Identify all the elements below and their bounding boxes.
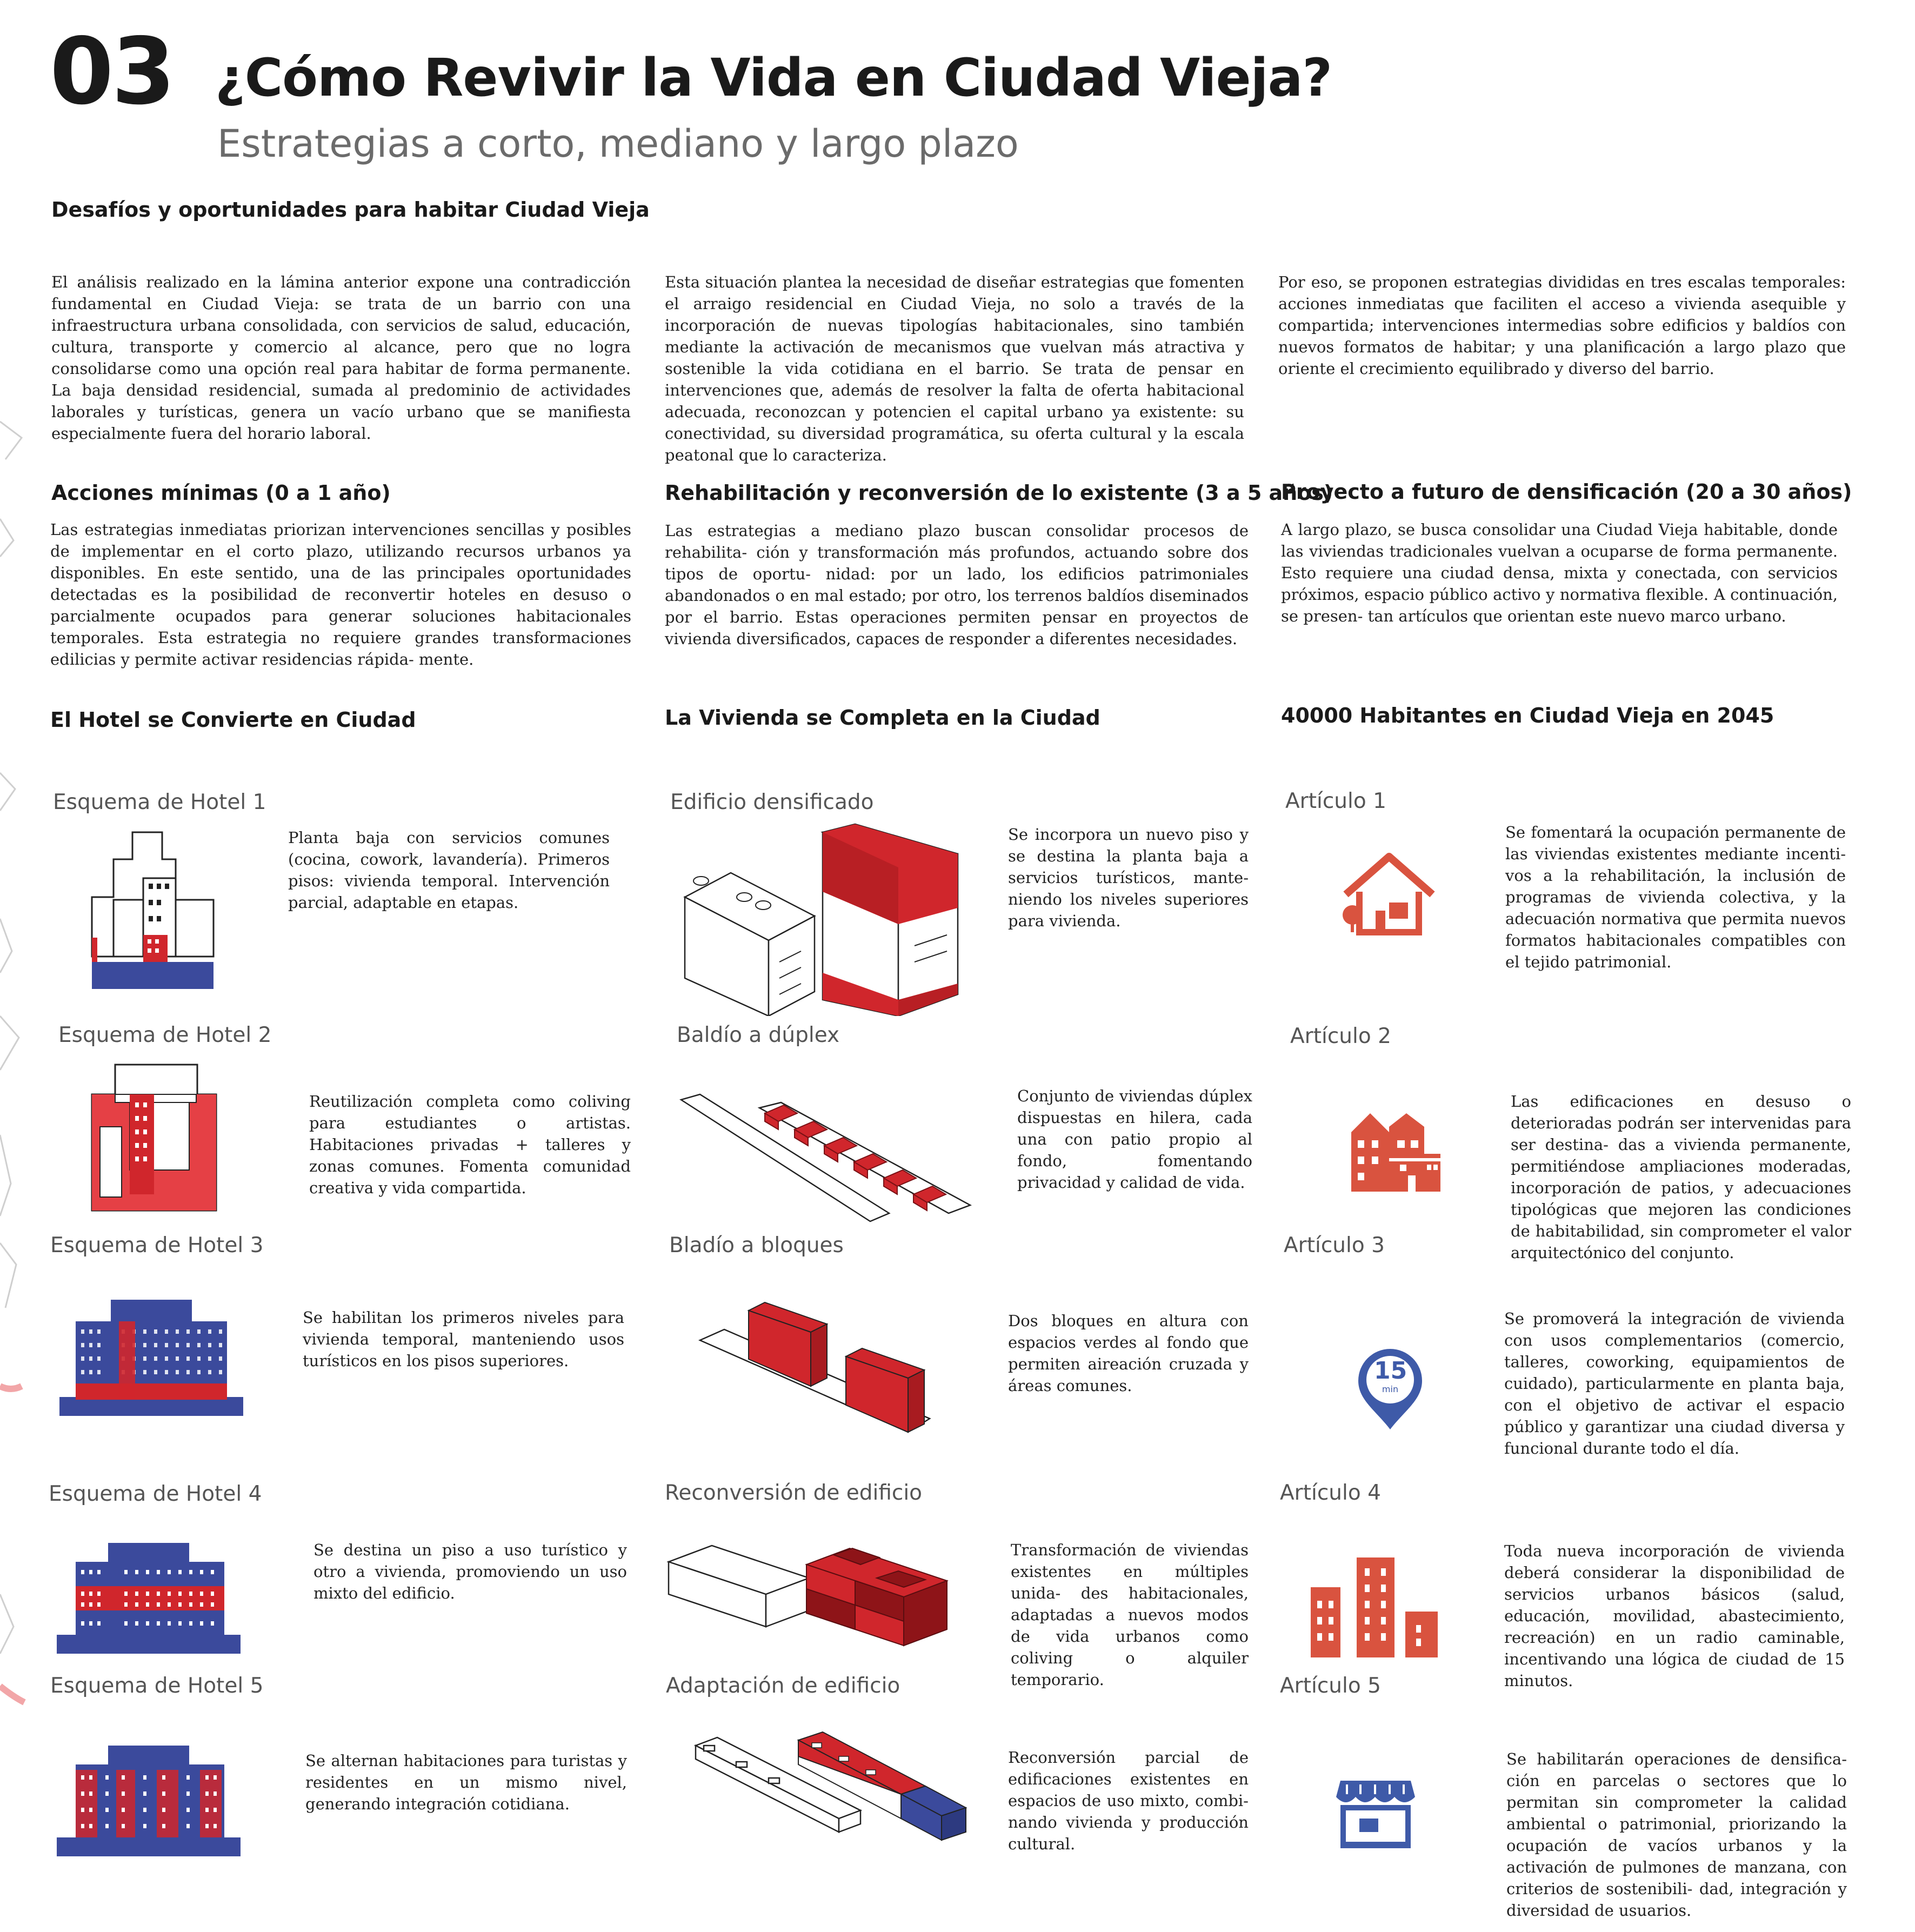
short-term-heading: Acciones mínimas (0 a 1 año) bbox=[51, 481, 391, 505]
housing-4-title: Reconversión de edificio bbox=[665, 1481, 923, 1505]
hotel-3-title: Esquema de Hotel 3 bbox=[50, 1233, 264, 1258]
hotel-1-text: Planta baja con servicios comunes (cocina, cowork, lavandería). Primeros pisos: vivienda temporal. Intervención parcial, adaptable en etapas. bbox=[288, 828, 610, 912]
building-adaptation-illustration bbox=[693, 1729, 969, 1846]
building-conversion-illustration bbox=[666, 1537, 952, 1651]
mid-term-text: Las estrategias a mediano plazo buscan consolidar procesos de rehabilita- ción y transformación más profundos, actuando sobre dos tipos de oportu- nidad: por un lado, los edificios patrimoniales abandonados o en mal estado; por otro, los terrenos baldíos diseminados por el barrio. Estas operaciones permiten pensar en proyectos de vivienda diversificados, capaces de responder a diferentes necesidades. bbox=[665, 522, 1249, 648]
housing-1-text: Se incorpora un nuevo piso y se destina la planta baja a servicios turísticos, mante- niendo los niveles superiores para vivienda. bbox=[1008, 825, 1249, 930]
intro-heading: Desafíos y oportunidades para habitar Ciudad Vieja bbox=[51, 198, 650, 222]
article-5-text: Se habilitarán operaciones de densifica- ción en parcelas o sectores que lo permitan sin comprometer la calidad ambiental o patrimonial, priorizando la ocupación de vacíos urbanos y la activación de pulmones de manzana, con criterios de sostenibili- dad, integración y diversidad de usuarios. bbox=[1506, 1750, 1847, 1920]
inhabitants-subheading: 40000 Habitantes en Ciudad Vieja en 2045 bbox=[1281, 704, 1774, 727]
hotel-2-illustration bbox=[89, 1062, 219, 1213]
article-1-title: Artículo 1 bbox=[1285, 789, 1386, 813]
pin-minutes-unit: min bbox=[1382, 1384, 1399, 1394]
hotel-1-title: Esquema de Hotel 1 bbox=[53, 790, 266, 814]
hotel-4-text: Se destina un piso a uso turístico y otro a vivienda, promoviendo un uso mixto del edificio. bbox=[313, 1541, 627, 1602]
hotel-1-illustration bbox=[89, 830, 219, 992]
housing-1-title: Edificio densificado bbox=[670, 790, 874, 814]
duplex-illustration bbox=[678, 1089, 981, 1224]
article-3-title: Artículo 3 bbox=[1284, 1233, 1385, 1258]
page-subtitle: Estrategias a corto, mediano y largo plazo bbox=[217, 122, 1019, 166]
hotel-4-title: Esquema de Hotel 4 bbox=[49, 1482, 262, 1506]
hotel-5-illustration bbox=[54, 1743, 243, 1859]
housing-5-text: Reconversión parcial de edificaciones existentes en espacios de uso mixto, combi- nando vivienda y producción cultural. bbox=[1008, 1748, 1249, 1853]
towers-icon bbox=[1308, 1552, 1440, 1660]
article-4-text: Toda nueva incorporación de vivienda deberá considerar la disponibilidad de servicios urbanos básicos (salud, educación, movilidad, abastecimiento, recreación) en un radio caminable, incentivando una lógica de ciudad de 15 minutos. bbox=[1504, 1542, 1845, 1690]
housing-3-title: Bladío a bloques bbox=[669, 1233, 844, 1258]
hotel-2-title: Esquema de Hotel 2 bbox=[58, 1023, 272, 1047]
house-icon bbox=[1340, 851, 1438, 938]
article-3-text: Se promoverá la integración de vivienda con usos complementarios (comercio, talleres, coworking, equipamientos de cuidado), particularmente en planta baja, con el objetivo de activar el espacio público y garantizar una ciudad diversa y funcional durante todo el día. bbox=[1504, 1309, 1845, 1458]
article-1-text: Se fomentará la ocupación permanente de las viviendas existentes mediante incenti- vos a la rehabilitación, la inclusión de programas de vivienda colectiva, y la adecuación normativa que permita nuevos formatos habitacionales compatibles con el tejido patrimonial. bbox=[1505, 823, 1846, 971]
hotel-3-illustration bbox=[57, 1297, 246, 1419]
housing-2-title: Baldío a dúplex bbox=[677, 1023, 840, 1047]
intro-paragraph-2: Esta situación plantea la necesidad de diseñar estrategias que fomenten el arraigo residencial en Ciudad Vieja, no solo a través de la incorporación de nuevas tipologías habitacionales, sino también mediante la activación de mecanismos que vuelvan más atractiva y sostenible la vida cotidiana en el barrio. Se trata de pensar en intervenciones que, además de resolver la falta de oferta habitacional adecuada, reconozcan y potencien el capital urbano ya existente: su conectividad, su diversidad programática, su oferta cultural y la escala peatonal que lo caracteriza. bbox=[665, 273, 1244, 464]
long-term-text: A largo plazo, se busca consolidar una Ciudad Vieja habitable, donde las viviendas tradicionales vuelvan a ocuparse de forma permanente. Esto requiere una ciudad densa, mixta y conectada, con servicios próximos, espacio público activo y normativa flexible. A continuación, se presen- tan artículos que orientan este nuevo marco urbano. bbox=[1281, 520, 1838, 625]
intro-paragraph-1: El análisis realizado en la lámina anterior expone una contradicción fundamental en Ciudad Vieja: se trata de un barrio con una infraestructura urbana consolidada, con servicios de salud, educación, cultura, transporte y comercio al alcance, pero que no logra consolidarse como una opción real para habitar de forma permanente. La baja densidad residencial, sumada al predominio de actividades laborales y turísticas, genera un vacío urbano que se manifiesta especialmente fuera del horario laboral. bbox=[51, 273, 631, 443]
housing-5-title: Adaptación de edificio bbox=[666, 1674, 900, 1698]
long-term-heading: Proyecto a futuro de densificación (20 a 30 años) bbox=[1281, 480, 1852, 504]
article-5-title: Artículo 5 bbox=[1280, 1674, 1381, 1698]
article-4-title: Artículo 4 bbox=[1280, 1481, 1381, 1505]
hotel-subheading: El Hotel se Convierte en Ciudad bbox=[50, 708, 416, 732]
article-2-title: Artículo 2 bbox=[1290, 1024, 1391, 1048]
housing-subheading: La Vivienda se Completa en la Ciudad bbox=[665, 706, 1100, 730]
page-title: ¿Cómo Revivir la Vida en Ciudad Vieja? bbox=[215, 48, 1332, 108]
store-icon bbox=[1335, 1778, 1416, 1848]
hotel-2-text: Reutilización completa como coliving para estudiantes o artistas. Habitaciones privadas + talleres y zonas comunes. Fomenta comunidad creativa y vida compartida. bbox=[309, 1092, 631, 1197]
housing-4-text: Transformación de viviendas existentes en múltiples unida- des habitacionales, adaptadas a nuevos modos de vida urbanos como coliving o alquiler temporario. bbox=[1011, 1541, 1249, 1689]
edge-decoration bbox=[0, 0, 32, 1932]
intro-paragraph-3: Por eso, se proponen estrategias divididas en tres escalas temporales: acciones inmediatas que faciliten el acceso a vivienda asequible y compartida; intervenciones intermedias sobre edificios y baldíos con nuevos formatos de habitar; y una planificación a largo plazo que oriente el crecimiento equilibrado y diverso del barrio. bbox=[1278, 273, 1846, 378]
hotel-5-text: Se alternan habitaciones para turistas y residentes en un mismo nivel, generando integración cotidiana. bbox=[305, 1751, 627, 1813]
mid-term-heading: Rehabilitación y reconversión de lo existente (3 a 5 años) bbox=[665, 481, 1333, 505]
sheet-number: 03 bbox=[50, 18, 174, 125]
hotel-3-text: Se habilitan los primeros niveles para vivienda temporal, manteniendo usos turísticos en los pisos superiores. bbox=[303, 1308, 624, 1370]
densified-building-illustration bbox=[682, 821, 963, 1016]
housing-3-text: Dos bloques en altura con espacios verdes al fondo que permiten aireación cruzada y áreas comunes. bbox=[1008, 1312, 1249, 1395]
housing-2-text: Conjunto de viviendas dúplex dispuestas en hilera, cada una con patio propio al fondo, fomentando privacidad y calidad de vida. bbox=[1017, 1087, 1252, 1192]
article-2-text: Las edificaciones en desuso o deterioradas podrán ser intervenidas para ser destina- das a vivienda permanente, permitiéndose ampliaciones moderadas, incorporación de patios, y adecuaciones tipológicas que mejoren las condiciones de habitabilidad, sin comprometer el valor arquitectónico del conjunto. bbox=[1511, 1092, 1851, 1262]
short-term-text: Las estrategias inmediatas priorizan intervenciones sencillas y posibles de implementar en el corto plazo, utilizando recursos urbanos ya disponibles. En este sentido, una de las principales oportunidades detectadas es la posibilidad de reconvertir hoteles en desuso o parcialmente ocupados para generar soluciones habitacionales temporales. Esta estrategia no requiere grandes transformaciones edilicias y permite activar residencias rápida- mente. bbox=[50, 520, 631, 668]
hotel-5-title: Esquema de Hotel 5 bbox=[50, 1674, 264, 1698]
hotel-4-illustration bbox=[54, 1540, 243, 1656]
pin-minutes-number: 15 bbox=[1374, 1357, 1407, 1385]
buildings-icon bbox=[1346, 1111, 1443, 1194]
blocks-illustration bbox=[697, 1294, 935, 1438]
